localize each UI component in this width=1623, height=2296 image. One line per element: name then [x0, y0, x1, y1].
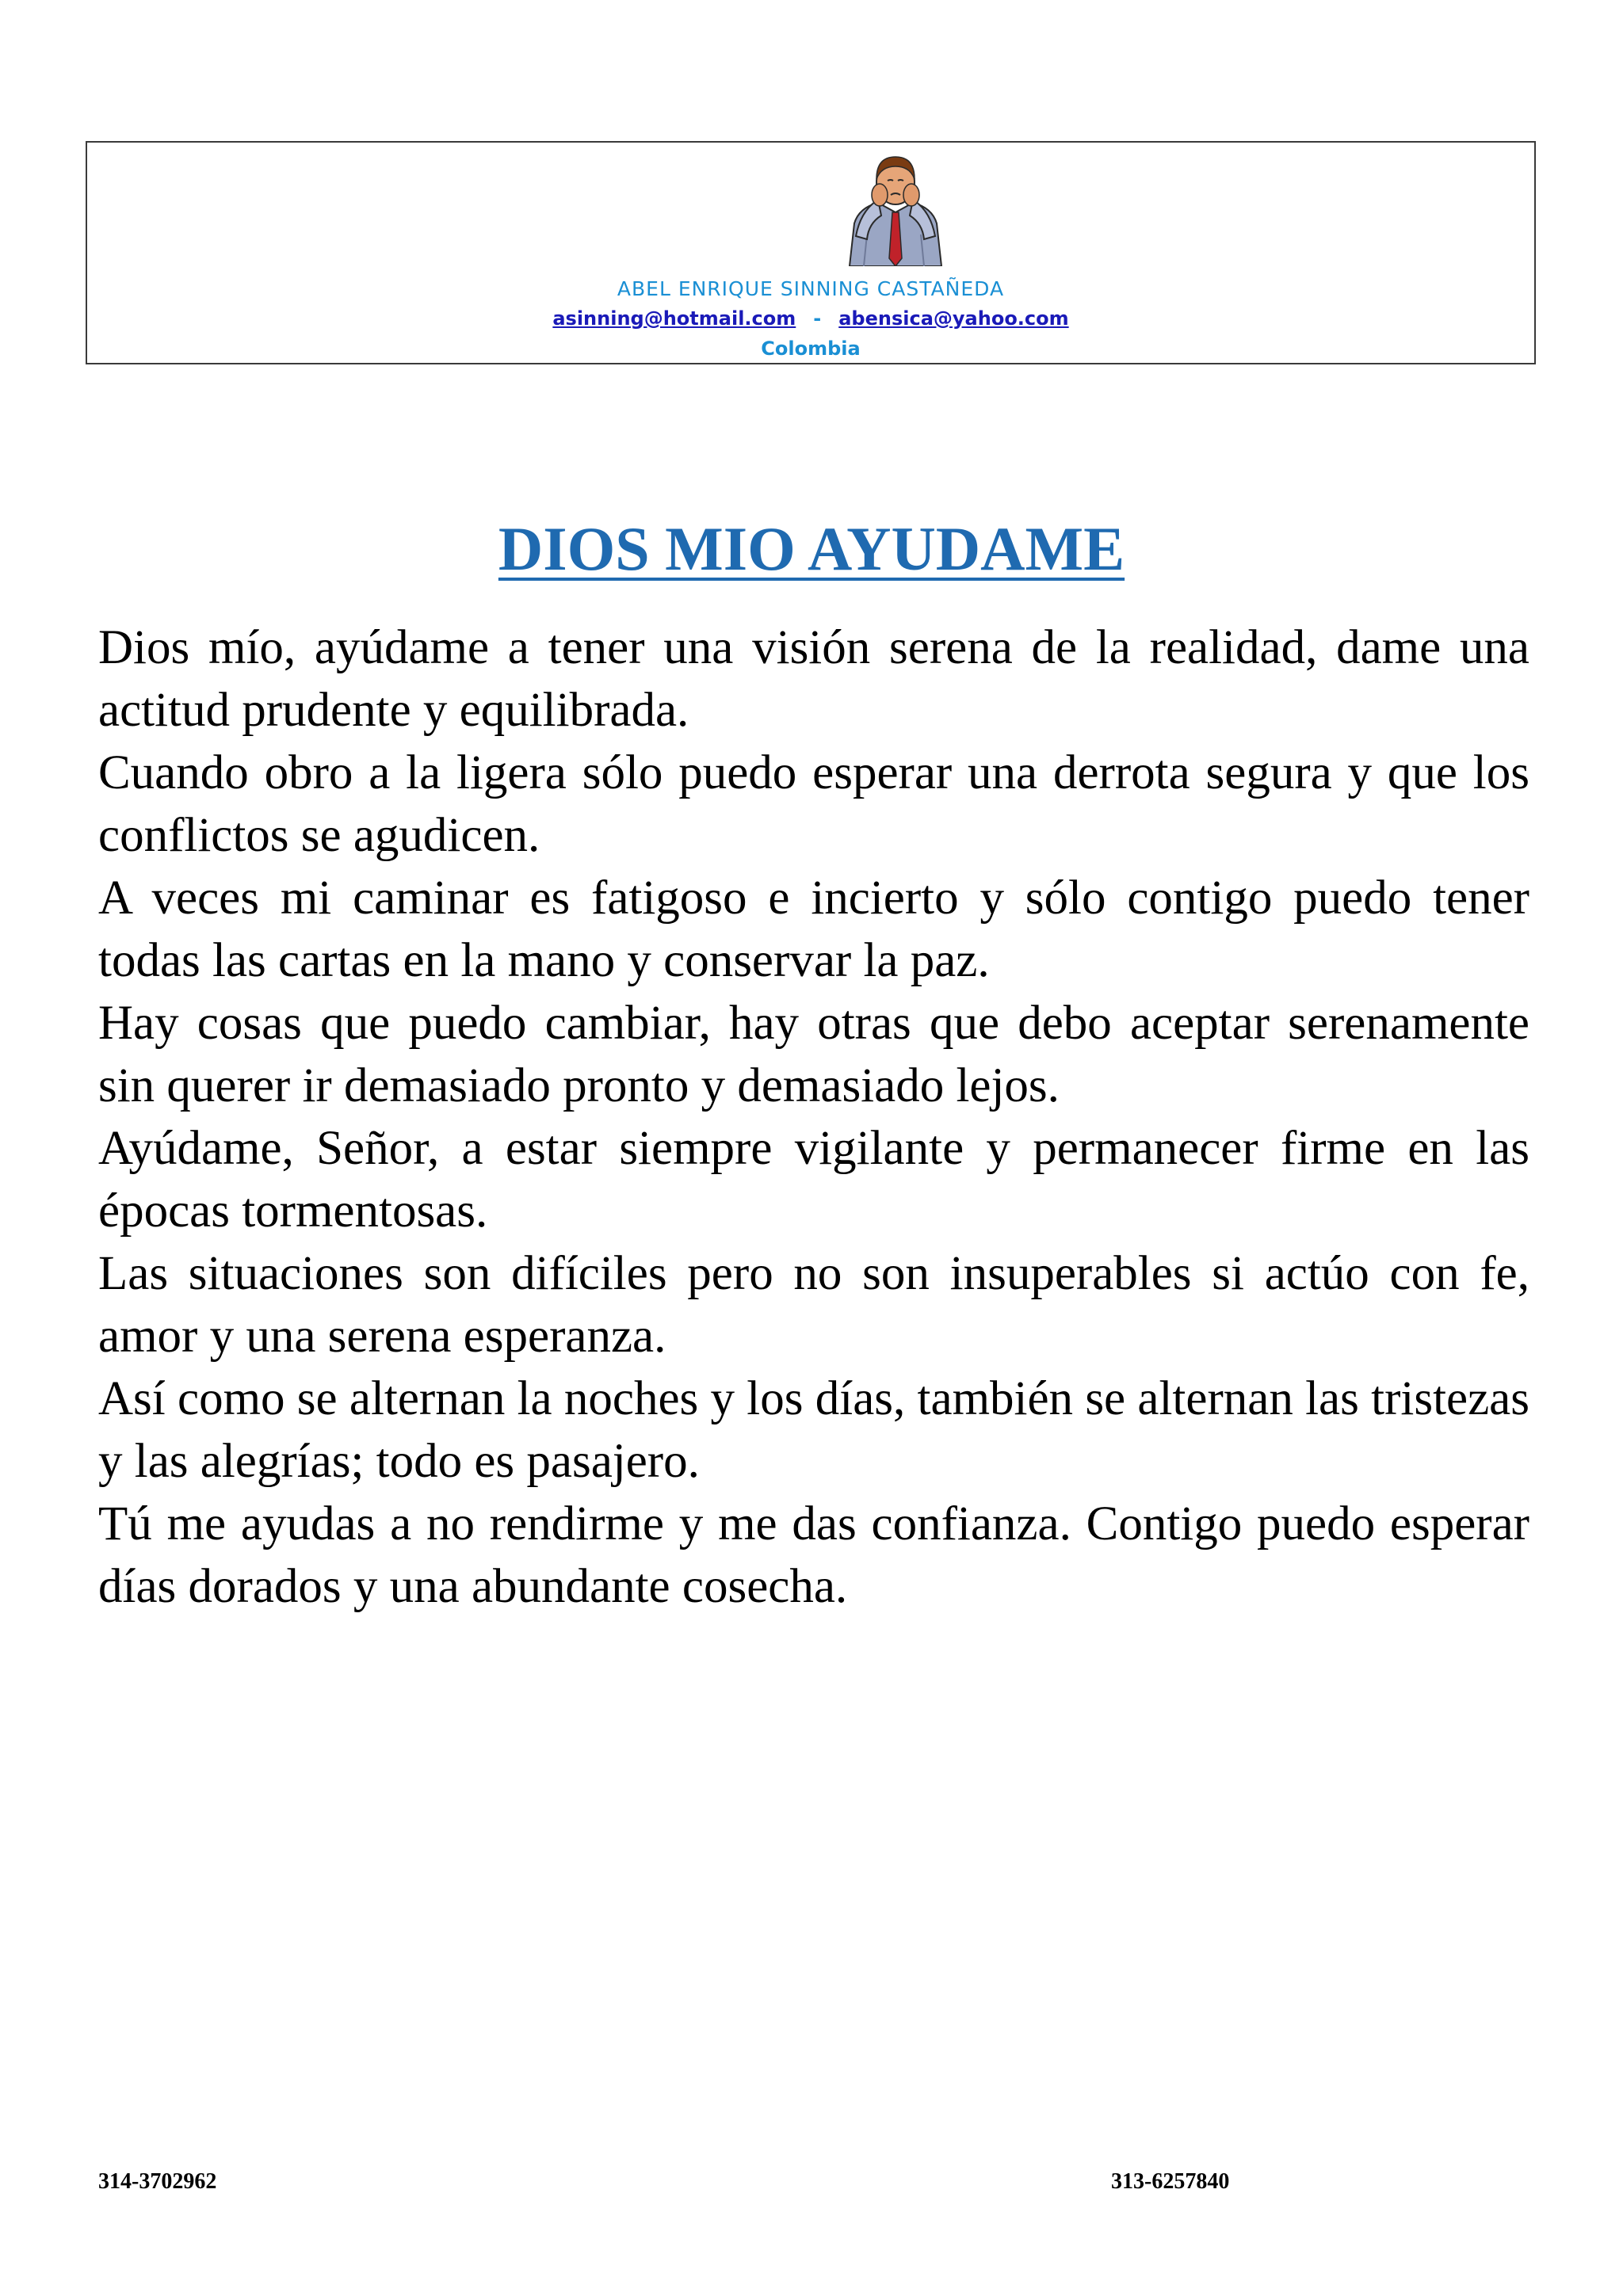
- paragraph: A veces mi caminar es fatigoso e incierto y sólo contigo puedo tener todas las cartas en la mano y conservar la paz.: [98, 871, 1529, 987]
- paragraph: Dios mío, ayúdame a tener una visión serena de la realidad, dame una actitud prudente y equilibrada.: [98, 621, 1529, 737]
- paragraph: Tú me ayudas a no rendirme y me das confianza. Contigo puedo esperar días dorados y una abundante cosecha.: [98, 1497, 1529, 1613]
- document-title: DIOS MIO AYUDAME: [498, 514, 1125, 583]
- contact-line: [87, 307, 1534, 330]
- author-name: ABEL ENRIQUE SINNING CASTAÑEDA: [617, 277, 1005, 300]
- paragraph: Así como se alternan la noches y los días, también se alternan las tristezas y las alegrías; todo es pasajero.: [98, 1372, 1529, 1488]
- paragraph: Las situaciones son difíciles pero no son insuperables si actúo con fe, amor y una serena esperanza.: [98, 1247, 1529, 1363]
- footer-phone-right: 313-6257840: [1111, 2169, 1230, 2194]
- email-link-yahoo[interactable]: abensica@yahoo.com: [838, 307, 1069, 330]
- footer-phone-left: 314-3702962: [98, 2169, 217, 2194]
- paragraph: Ayúdame, Señor, a estar siempre vigilante y permanecer firme en las épocas tormentosas.: [98, 1122, 1529, 1238]
- prayer-body: [98, 616, 1529, 1618]
- author-country: Colombia: [761, 338, 861, 360]
- paragraph: Cuando obro a la ligera sólo puedo esperar una derrota segura y que los conflictos se agudicen.: [98, 746, 1529, 862]
- header-box: [86, 141, 1536, 364]
- email-separator: -: [813, 307, 822, 330]
- paragraph: Hay cosas que puedo cambiar, hay otras que debo aceptar serenamente sin querer ir demasiado pronto y demasiado lejos.: [98, 997, 1529, 1112]
- email-link-hotmail[interactable]: asinning@hotmail.com: [552, 307, 796, 330]
- worried-man-icon: [832, 147, 959, 266]
